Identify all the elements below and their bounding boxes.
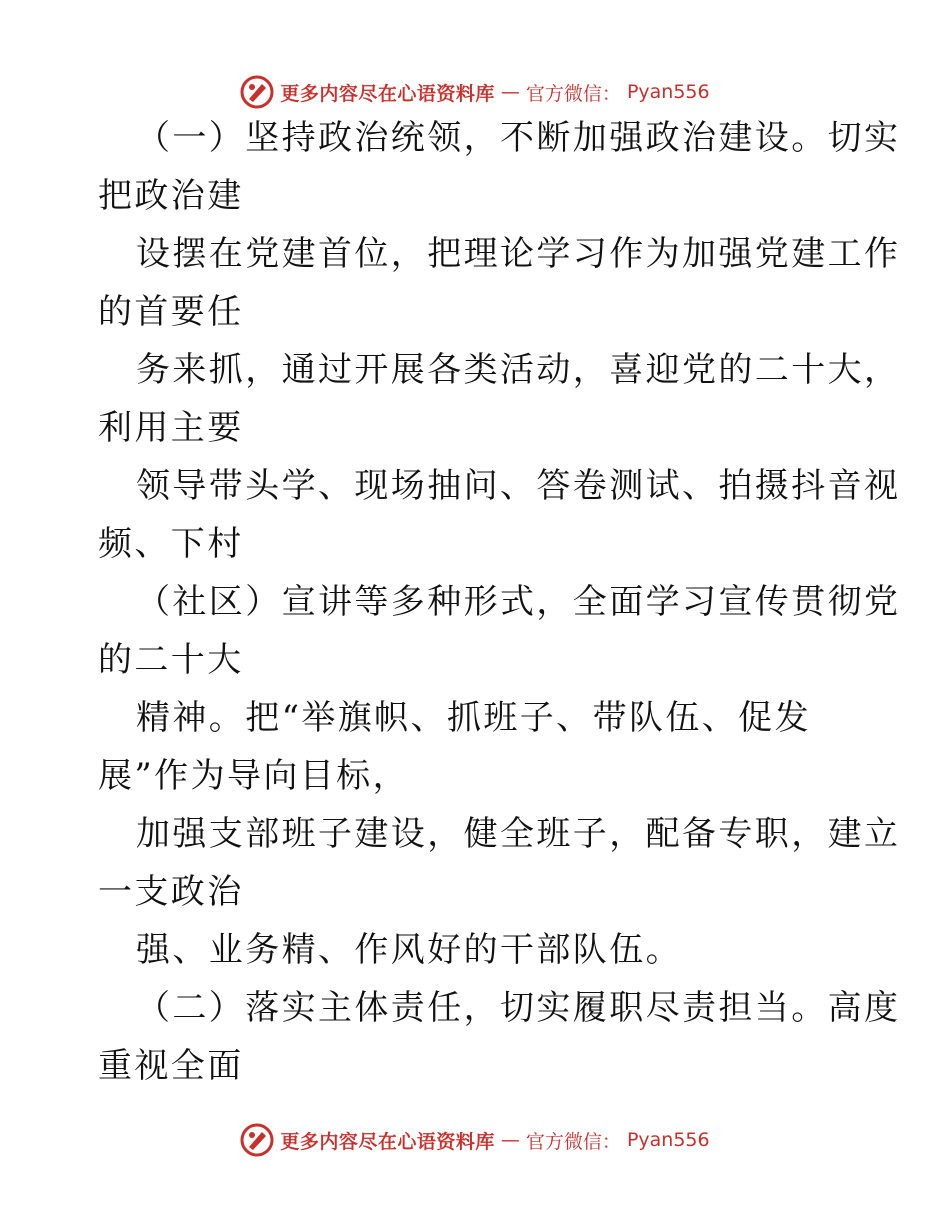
footer-wechat-id: Pyan556 [626,1129,710,1151]
paragraph-line: 重视全面 [98,1046,244,1086]
paragraph-line: （二）落实主体责任，切实履职尽责担当。高度 [136,988,901,1028]
footer-brand-text: 更多内容尽在心语资料库 [280,1130,495,1153]
paragraph-line: 的首要任 [98,292,244,332]
paragraph-line: 展”作为导向目标， [98,756,409,796]
brand-logo-icon [240,1123,274,1157]
paragraph-line: （社区）宣讲等多种形式，全面学习宣传贯彻党 [136,582,901,622]
paragraph-line: 设摆在党建首位，把理论学习作为加强党建工作 [136,234,901,274]
paragraph-line: 精神。把“举旗帜、抓班子、带队伍、促发 [136,698,811,738]
footer-banner [0,1120,950,1160]
header-dash: — [500,81,520,103]
footer-wechat-label: 官方微信： [525,1130,621,1153]
paragraph-line: 加强支部班子建设，健全班子，配备专职，建立 [136,814,901,854]
paragraph-line: 利用主要 [98,408,244,448]
paragraph-line: 频、下村 [98,524,244,564]
header-wechat-label: 官方微信： [525,82,621,105]
brand-logo-icon [240,75,274,109]
paragraph-line: （一）坚持政治统领，不断加强政治建设。切实 [136,118,901,158]
paragraph-line: 的二十大 [98,640,244,680]
header-wechat-id: Pyan556 [626,81,710,103]
header-banner [0,72,950,112]
paragraph-line: 强、业务精、作风好的干部队伍。 [136,930,682,970]
paragraph-line: 一支政治 [98,872,244,912]
paragraph-line: 把政治建 [98,176,244,216]
paragraph-line: 务来抓，通过开展各类活动，喜迎党的二十大， [136,350,901,390]
footer-dash: — [500,1129,520,1151]
header-brand-text: 更多内容尽在心语资料库 [280,82,495,105]
paragraph-line: 领导带头学、现场抽问、答卷测试、拍摄抖音视 [136,466,901,506]
